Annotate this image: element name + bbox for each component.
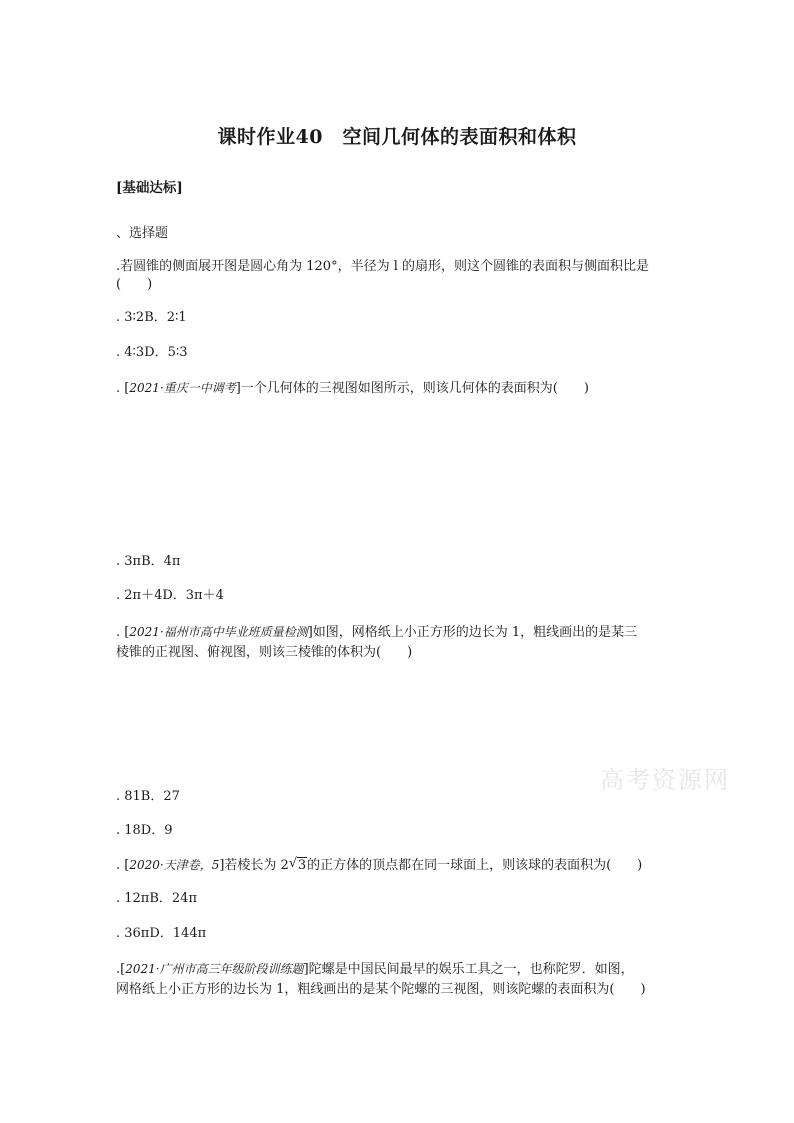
question-4-stem (116, 855, 688, 876)
question-4-source: 2020·天津卷，5 (129, 858, 220, 872)
question-2-stem (116, 378, 688, 399)
question-3-text-1: ]如图，网格纸上小正方形的边长为 1，粗线画出的是某三 (307, 625, 638, 640)
question-4-prefix: . [ (116, 858, 130, 873)
section-heading: [基础达标] (116, 180, 183, 196)
square-root-radicand: 3 (297, 858, 307, 873)
square-root-symbol: √ 3 (288, 856, 307, 873)
question-2-prefix: . [ (116, 381, 130, 396)
question-4-text-a: ]若棱长为 2 (219, 858, 289, 873)
question-3-prefix: . [ (116, 625, 130, 640)
question-4-options-ab: . 12πB．24π (116, 891, 197, 906)
question-4-text-b: 的正方体的顶点都在同一球面上，则该球的表面积为( ) (307, 858, 643, 873)
watermark: 高考资源网 (600, 766, 730, 794)
question-5-source: 2021·广州市高三年级阶段训练题 (125, 962, 304, 976)
question-5-prefix: .[ (116, 962, 126, 977)
page-title: 课时作业40 空间几何体的表面积和体积 (217, 126, 577, 148)
question-3-stem (116, 622, 688, 663)
question-5-text-1: ]陀螺是中国民间最早的娱乐工具之一，也称陀罗．如图， (303, 962, 634, 977)
question-3-text-2: 棱锥的正视图、俯视图，则该三棱锥的体积为( ) (116, 645, 413, 660)
question-2-text: ]一个几何体的三视图如图所示，则该几何体的表面积为( ) (235, 381, 589, 396)
question-3-options-ab: . 81B．27 (116, 789, 180, 804)
part-heading: 、选择题 (116, 226, 169, 241)
question-2-options-ab: . 3πB．4π (116, 554, 181, 569)
question-4-options-cd: . 36πD．144π (116, 926, 207, 941)
question-1-line-1: .若圆锥的侧面展开图是圆心角为 120°，半径为 l 的扇形，则这个圆锥的表面积与侧面积比是 (116, 259, 650, 274)
question-2-source: 2021·重庆一中调考 (129, 381, 236, 395)
question-2-options-cd: . 2π＋4D．3π＋4 (116, 588, 224, 603)
question-5-text-2: 网格纸上小正方形的边长为 1，粗线画出的是某个陀螺的三视图，则该陀螺的表面积为( ) (116, 982, 646, 997)
question-3-options-cd: . 18D．9 (116, 823, 173, 838)
question-3-source: 2021·福州市高中毕业班质量检测 (129, 625, 308, 639)
question-1-options-cd: . 4∶3D．5∶3 (116, 345, 188, 360)
question-5-stem (116, 959, 688, 1000)
question-1-options-ab: . 3∶2B．2∶1 (116, 310, 187, 325)
question-1-line-2: ( ) (116, 277, 153, 292)
